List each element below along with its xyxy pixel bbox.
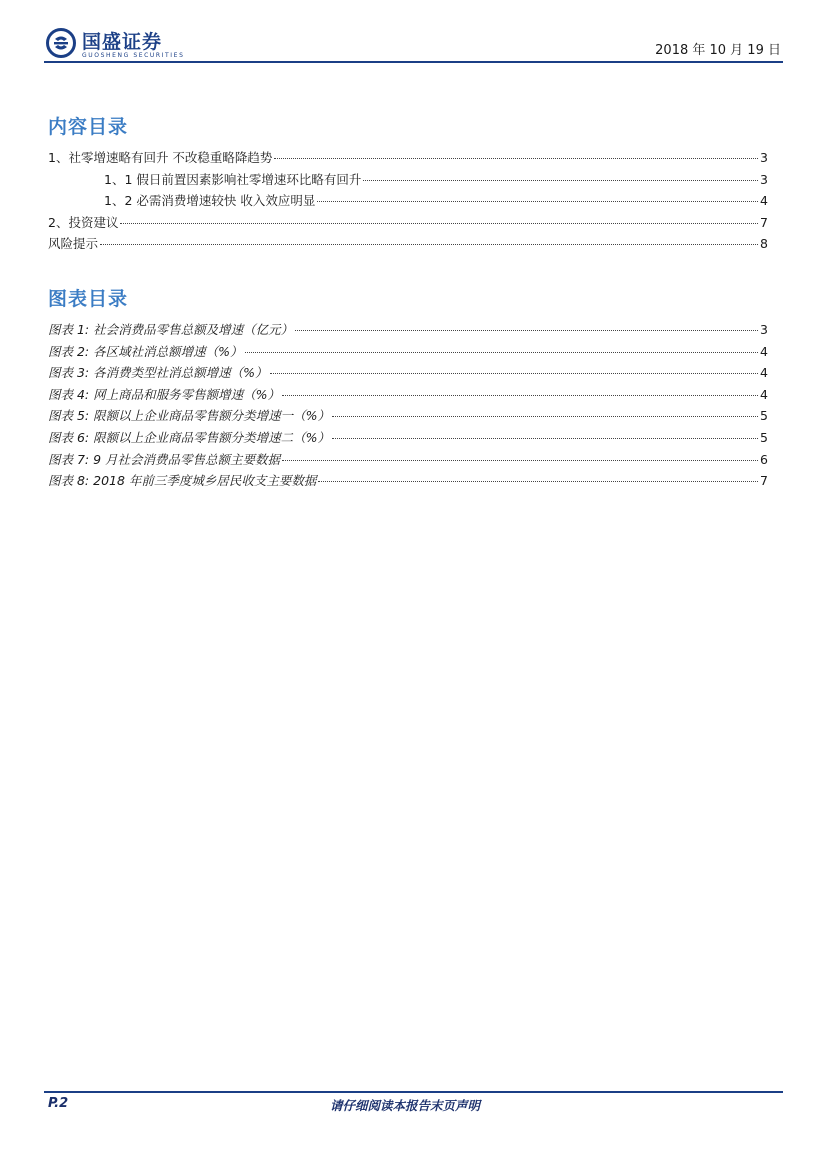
figure-entry-page: 4 (760, 386, 768, 402)
toc-entry[interactable] (48, 213, 768, 235)
figure-entry-label: 图表 5: 限额以上企业商品零售额分类增速一（%） (48, 408, 330, 424)
toc-entry-label: 2、投资建议 (48, 214, 119, 230)
report-date: 2018 年 10 月 19 日 (655, 43, 781, 58)
toc-entry-label: 1、1 假日前置因素影响社零增速环比略有回升 (104, 171, 362, 187)
figures-title: 图表目录 (48, 288, 129, 310)
figure-entry-label: 图表 8: 2018 年前三季度城乡居民收支主要数据 (48, 473, 317, 489)
dot-leader (245, 352, 759, 353)
toc-entry-label: 风险提示 (48, 236, 99, 252)
figure-entry-page: 5 (760, 429, 768, 445)
figure-entry-page: 4 (760, 343, 768, 359)
figure-entry-label: 图表 4: 网上商品和服务零售额增速（%） (48, 386, 280, 402)
page-header (44, 26, 783, 62)
toc-entry-page: 7 (760, 214, 768, 230)
dot-leader (363, 180, 758, 181)
figure-entry[interactable] (48, 385, 768, 407)
figure-entry[interactable] (48, 363, 768, 385)
figure-entry[interactable] (48, 471, 768, 493)
page-number: P.2 (48, 1096, 69, 1111)
dot-leader (332, 416, 758, 417)
dot-leader (282, 395, 758, 396)
dot-leader (274, 158, 758, 159)
contents-title: 内容目录 (48, 116, 129, 138)
figure-entry-label: 图表 1: 社会消费品零售总额及增速（亿元） (48, 322, 294, 337)
figures-list (48, 320, 768, 493)
dot-leader (318, 481, 758, 482)
dot-leader (317, 201, 758, 202)
figure-entry-label: 图表 3: 各消费类型社消总额增速（%） (48, 365, 268, 381)
figure-entry-label: 图表 6: 限额以上企业商品零售额分类增速二（%） (48, 429, 330, 445)
company-logo (44, 26, 244, 62)
figure-entry-page: 7 (760, 473, 768, 489)
footer-divider (44, 1091, 783, 1093)
figure-entry[interactable] (48, 406, 768, 428)
figure-entry[interactable] (48, 428, 768, 450)
figure-entry-page: 4 (760, 365, 768, 381)
figure-entry-page: 3 (760, 322, 768, 337)
figure-entry[interactable] (48, 320, 768, 342)
figure-entry-page: 6 (760, 451, 768, 467)
guosheng-logo-icon (46, 28, 76, 58)
figure-entry-label: 图表 7: 9 月社会消费品零售总额主要数据 (48, 451, 281, 467)
toc-entry[interactable] (48, 234, 768, 256)
dot-leader (282, 460, 758, 461)
toc-entry-label: 1、社零增速略有回升 不改稳重略降趋势 (48, 150, 273, 165)
contents-list (48, 148, 768, 256)
figure-entry[interactable] (48, 450, 768, 472)
toc-entry-page: 3 (760, 171, 768, 187)
dot-leader (332, 438, 758, 439)
toc-entry[interactable] (48, 191, 768, 213)
toc-entry-page: 4 (760, 193, 768, 209)
toc-entry-page: 8 (760, 236, 768, 252)
toc-entry-page: 3 (760, 150, 768, 165)
header-divider (44, 61, 783, 63)
toc-entry[interactable] (48, 148, 768, 170)
figure-entry-label: 图表 2: 各区域社消总额增速（%） (48, 343, 243, 359)
figure-entry[interactable] (48, 342, 768, 364)
logo-chinese-name: 国盛证券 (82, 31, 163, 53)
figure-entry-page: 5 (760, 408, 768, 424)
dot-leader (100, 244, 758, 245)
logo-english-name: GUOSHENG SECURITIES (82, 52, 185, 59)
dot-leader (270, 373, 759, 374)
dot-leader (295, 330, 758, 331)
dot-leader (120, 223, 758, 224)
disclaimer-notice: 请仔细阅读本报告末页声明 (330, 1098, 481, 1113)
toc-entry[interactable] (48, 170, 768, 192)
toc-entry-label: 1、2 必需消费增速较快 收入效应明显 (104, 193, 316, 209)
